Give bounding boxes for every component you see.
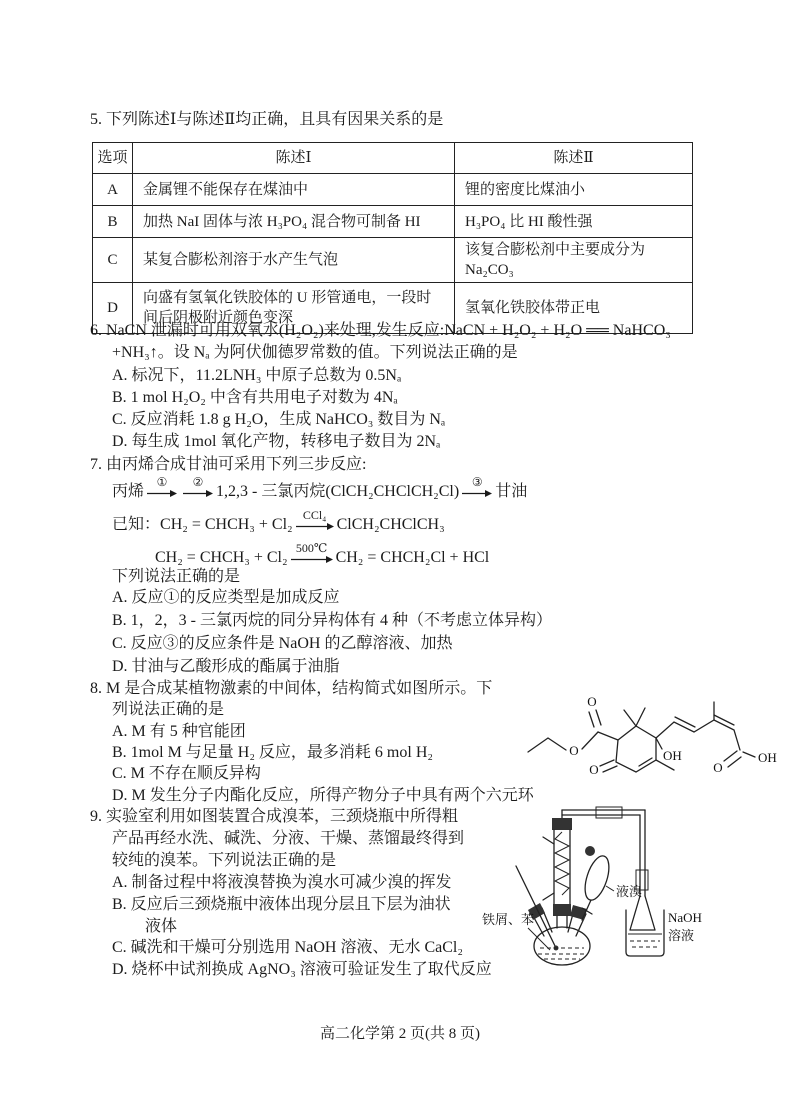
q8-option-b: B. 1mol M 与足量 H₂ 反应，最多消耗 6 mol H₂ xyxy=(112,744,433,761)
products: ClCH₂CHClCH₃ xyxy=(336,516,445,533)
beaker xyxy=(626,910,664,956)
product: 甘油 xyxy=(495,483,528,500)
acid-oxygen-label: O xyxy=(713,760,723,775)
q6-option-a: A. 标况下，11.2LNH₃ 中原子总数为 0.5Nₐ xyxy=(112,367,402,384)
statement2-cell: H₃PO₄ 比 HI 酸性强 xyxy=(455,206,693,238)
reaction-arrow-3 xyxy=(462,476,492,502)
q7-title: 7. 由丙烯合成甘油可采用下列三步反应: xyxy=(90,456,367,473)
statement1-cell: 向盛有氢氧化铁胶体的 U 形管通电，一段时间后阴极附近颜色变深 xyxy=(133,283,455,334)
q7-option-b: B. 1，2，3 - 三氯丙烷的同分异构体有 4 种（不考虑立体异构） xyxy=(112,612,553,629)
statement2-cell: 该复合膨松剂中主要成分为 Na₂CO₃ xyxy=(455,238,693,283)
q9-option-b-cont: 液体 xyxy=(145,918,178,935)
ester-oxygen-label: O xyxy=(569,743,579,758)
right-arrow-icon xyxy=(183,489,213,498)
step-label: ② xyxy=(192,475,204,489)
q5-title: 5. 下列陈述Ⅰ与陈述Ⅱ均正确，且具有因果关系的是 xyxy=(90,111,444,128)
q9-stem-line3: 较纯的溴苯。下列说法正确的是 xyxy=(112,852,337,869)
option-cell: B xyxy=(93,206,133,238)
condition-arrow xyxy=(291,542,333,568)
q8-option-c: C. M 不存在顺反异构 xyxy=(112,765,261,782)
option-cell: D xyxy=(93,283,133,334)
step-label: ③ xyxy=(471,475,483,489)
statement1-cell: 金属锂不能保存在煤油中 xyxy=(133,174,455,206)
statement1-cell: 某复合膨松剂溶于水产生气泡 xyxy=(133,238,455,283)
q9-option-c: C. 碱洗和干燥可分别选用 NaOH 溶液、无水 CaCl₂ xyxy=(112,939,463,956)
right-arrow-icon xyxy=(147,489,177,498)
condition-label: CCl₄ xyxy=(302,508,327,522)
iron-benzene-label: 铁屑、苯 xyxy=(482,912,535,927)
table-row xyxy=(93,238,693,283)
q9-stem-line1: 9. 实验室利用如图装置合成溴苯，三颈烧瓶中所得粗 xyxy=(90,808,459,825)
option-cell: C xyxy=(93,238,133,283)
col-header-statement2: 陈述Ⅱ xyxy=(455,143,693,174)
apparatus-figure xyxy=(478,798,796,988)
naoh-label-line1: NaOH xyxy=(668,910,702,925)
page-footer: 高二化学第 2 页(共 8 页) xyxy=(320,1026,480,1042)
ketone-oxygen-label: O xyxy=(589,762,599,777)
q7-option-d: D. 甘油与乙酸形成的酯属于油脂 xyxy=(112,658,340,675)
dropping-funnel xyxy=(580,853,613,903)
q6-option-d: D. 每生成 1mol 氧化产物，转移电子数目为 2Nₐ xyxy=(112,433,441,450)
acid-hydroxyl-label: OH xyxy=(758,750,777,765)
col-header-option: 选项 xyxy=(93,143,133,174)
naoh-label-line2: 溶液 xyxy=(668,928,695,943)
q5-table xyxy=(92,142,693,334)
statement2-cell: 锂的密度比煤油小 xyxy=(455,174,693,206)
reactants: CH₂ = CHCH₃ + Cl₂ xyxy=(160,516,293,533)
q6-option-c: C. 反应消耗 1.8 g H₂O，生成 NaHCO₃ 数目为 Nₐ xyxy=(112,411,446,428)
q8-option-d: D. M 发生分子内酯化反应，所得产物分子中具有两个六元环 xyxy=(112,787,534,804)
reaction-arrow-2 xyxy=(183,476,213,502)
col-header-statement1: 陈述Ⅰ xyxy=(133,143,455,174)
q7-option-a: A. 反应①的反应类型是加成反应 xyxy=(112,589,340,606)
step-label: ① xyxy=(156,475,168,489)
condenser-stopper xyxy=(552,818,572,830)
q8-option-a: A. M 有 5 种官能团 xyxy=(112,723,246,740)
ring-hydroxyl-label: OH xyxy=(663,748,682,763)
table-row xyxy=(93,206,693,238)
q9-stem-line2: 产品再经水洗、碱洗、分液、干燥、蒸馏最终得到 xyxy=(112,830,465,847)
right-arrow-icon xyxy=(291,555,333,564)
products: CH₂ = CHCH₂Cl + HCl xyxy=(335,549,490,566)
right-arrow-icon xyxy=(296,522,334,531)
statement2-cell: 氢氧化铁胶体带正电 xyxy=(455,283,693,334)
q8-stem-line1: 8. M 是合成某植物激素的中间体，结构简式如图所示。下 xyxy=(90,680,493,697)
intermediate: 1,2,3 - 三氯丙烷(ClCH₂CHClCH₂Cl) xyxy=(216,483,460,500)
right-arrow-icon xyxy=(462,489,492,498)
beaker-liquid xyxy=(630,941,660,947)
option-cell: A xyxy=(93,174,133,206)
reaction-arrow-1 xyxy=(147,476,177,502)
q9-option-d: D. 烧杯中试剂换成 AgNO₃ 溶液可验证发生了取代反应 xyxy=(112,961,492,978)
q9-option-b: B. 反应后三颈烧瓶中液体出现分层且下层为油状 xyxy=(112,896,451,913)
q7-known-reaction-2 xyxy=(155,536,489,568)
condenser-coil xyxy=(555,832,569,895)
q6-stem-line1: 6. NaCN 泄漏时可用双氧水(H₂O₂)来处理,发生反应:NaCN + H₂O₂ + H₂O ══ NaHCO₃ xyxy=(90,322,671,339)
q7-reaction-scheme xyxy=(112,470,527,502)
condition-label: 500℃ xyxy=(295,541,328,555)
bromine-label: 液溴 xyxy=(616,884,643,899)
table-row xyxy=(93,174,693,206)
reactant: 丙烯 xyxy=(112,483,145,500)
q7-known-reaction-1 xyxy=(112,503,445,535)
q7-option-c: C. 反应③的反应条件是 NaOH 的乙醇溶液、加热 xyxy=(112,635,453,652)
known-label: 已知： xyxy=(112,516,161,533)
q5-table-header xyxy=(93,143,693,174)
q6-stem-line2: +NH₃↑。设 Nₐ 为阿伏伽德罗常数的值。下列说法正确的是 xyxy=(112,344,518,361)
q8-stem-line2: 列说法正确的是 xyxy=(112,701,225,718)
inverted-funnel xyxy=(630,896,655,930)
statement1-cell: 加热 NaI 固体与浓 H₃PO₄ 混合物可制备 HI xyxy=(133,206,455,238)
carbonyl-oxygen-label: O xyxy=(587,694,597,709)
reactants: CH₂ = CHCH₃ + Cl₂ xyxy=(155,549,288,566)
q9-option-a: A. 制备过程中将液溴替换为溴水可减少溴的挥发 xyxy=(112,874,452,891)
q7-lead: 下列说法正确的是 xyxy=(112,568,241,585)
condition-arrow xyxy=(296,509,334,535)
flask-liquid xyxy=(538,948,586,959)
q6-option-b: B. 1 mol H₂O₂ 中含有共用电子对数为 4Nₐ xyxy=(112,389,398,406)
molecule-structure xyxy=(512,660,797,790)
